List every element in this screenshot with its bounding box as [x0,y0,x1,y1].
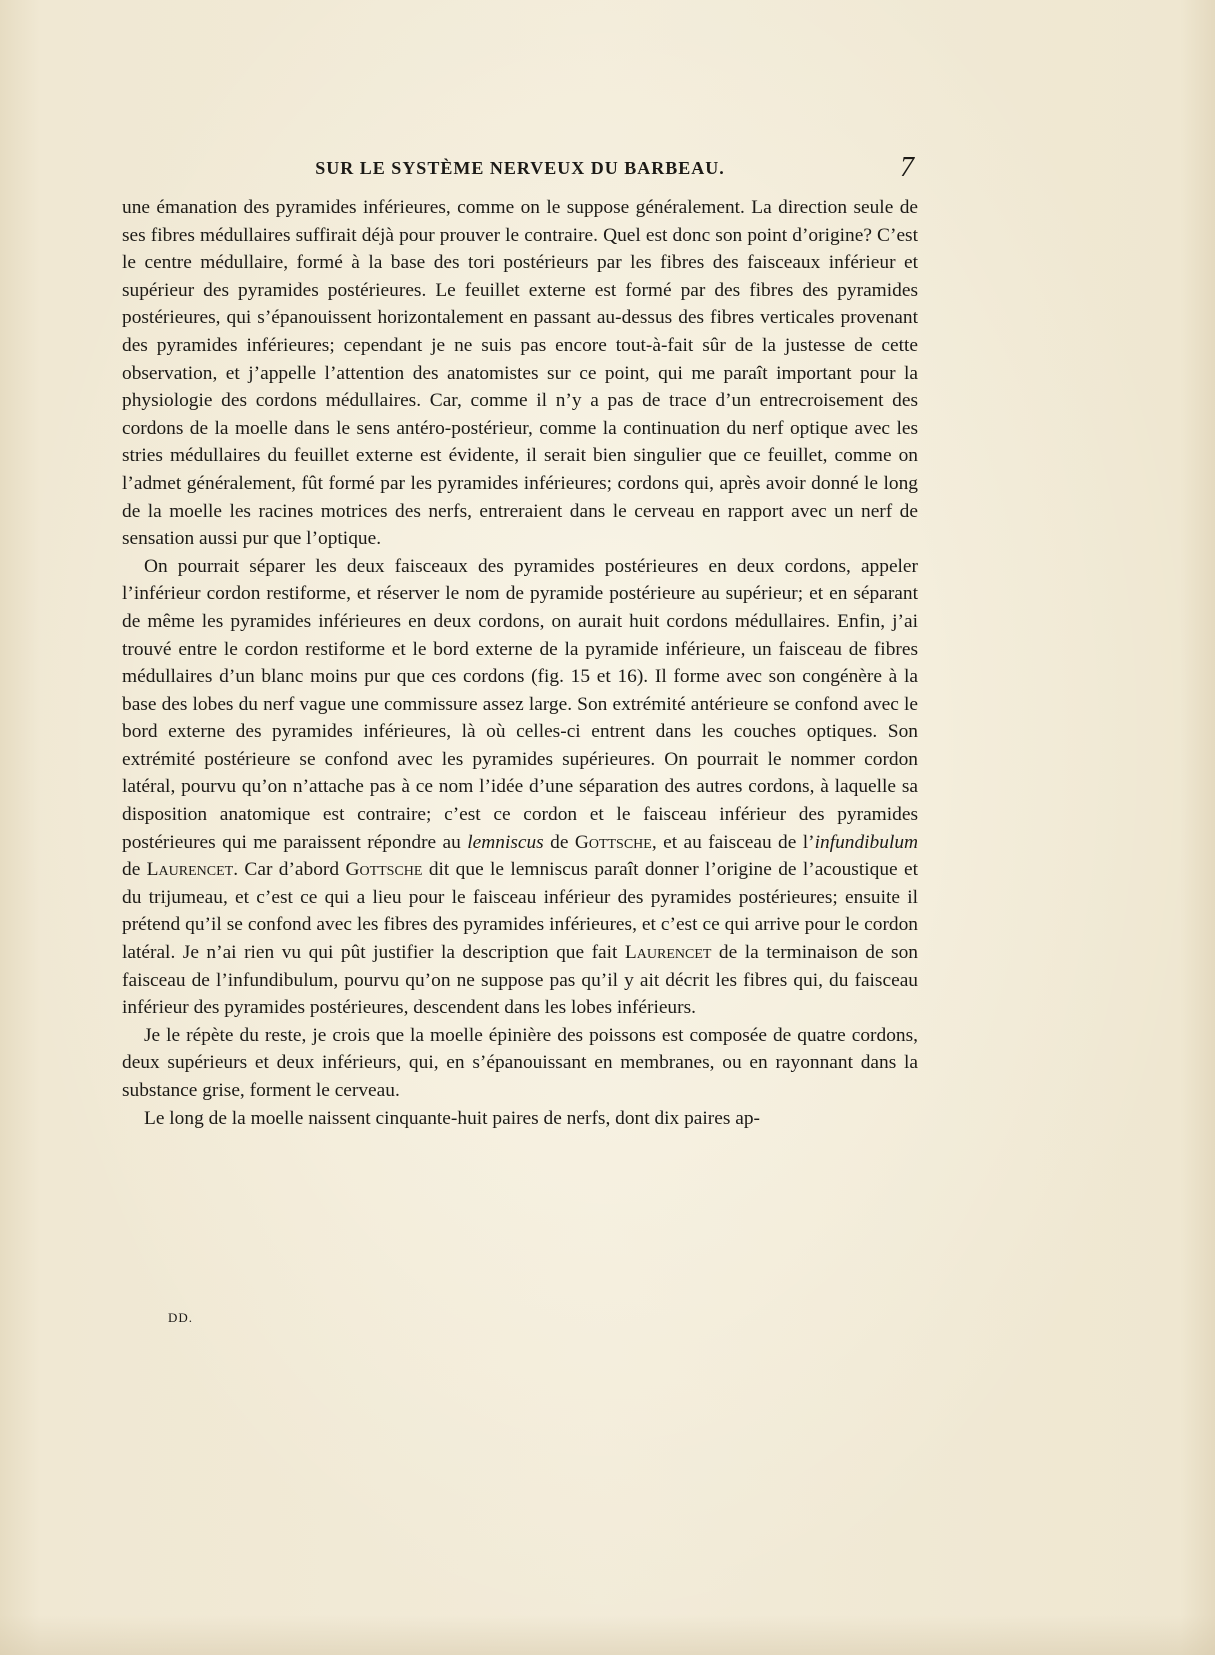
paragraph-1-text: une émanation des pyramides inférieures, comme on le suppose généralement. La direction seule de ses fibres médullaires suffirait déjà pour prouver le contraire. Quel est donc son point d’origine? C’est le centre médullaire, formé à la base des tori postérieurs par les fibres des faisceaux inférieur et supérieur des pyramides postérieures. Le feuillet externe est formé par des fibres des pyramides postérieures, qui s’épanouissent horizontalement en passant au-dessus des fibres verticales provenant des pyramides inférieures; cependant je ne suis pas encore tout-à-fait sûr de la justesse de cette observation, et j’appelle l’attention des anatomistes sur ce point, qui me paraît important pour la physiologie des cordons médullaires. Car, comme il n’y a pas de trace d’un entrecroisement des cordons de la moelle dans le sens antéro-postérieur, comme la continuation du nerf optique avec les stries médullaires du feuillet externe est évidente, il serait bien singulier que ce feuillet, comme on l’admet généralement, fût formé par les pyramides inférieures; cordons qui, après avoir donné le long de la moelle les racines motrices des nerfs, entreraient dans le cerveau en rapport avec un nerf de sensation aussi pur que l’optique. [122,197,918,550]
author-gottsche: Gottsche [574,831,652,853]
author-gottsche-2: Gottsche [345,859,423,881]
author-laurencet: Laurencet [146,859,234,881]
page-bottom-shading [0,1615,1215,1655]
body-text [122,194,918,1132]
paragraph-2-text-d: de [122,859,147,881]
author-laurencet-2: Laurencet [624,942,712,964]
term-lemniscus: lemniscus [467,831,544,853]
paragraph-3 [122,1022,918,1105]
paragraph-1 [122,194,918,553]
page-header [122,154,918,188]
page-number: 7 [900,152,914,183]
paragraph-4-text: Le long de la moelle naissent cinquante-huit paires de nerfs, dont dix paires ap- [144,1107,760,1129]
printer-signature: DD. [168,1310,194,1325]
term-infundibulum: infundibulum [814,831,919,853]
paragraph-4 [122,1105,918,1133]
paragraph-2 [122,553,918,1022]
running-head: SUR LE SYSTÈME NERVEUX DU BARBEAU. [315,158,725,178]
paragraph-3-text: Je le répète du reste, je crois que la moelle épinière des poissons est composée de quatre cordons, deux supérieurs et deux inférieurs, qui, en s’épanouissant en membranes, ou en rayonnant dans la substance grise, forment le cerveau. [122,1024,918,1101]
paragraph-2-text-e: . Car d’abord [233,859,346,881]
paragraph-2-text-g: de la terminaison de son faisceau de l’infundibulum, pourvu qu’on ne suppose pas qu’il y ait décrit les fibres qui, du faisceau inférieur des pyramides postérieures, descendent dans les lobes inférieurs. [122,942,918,1019]
paragraph-2-text-c: , et au faisceau de l’ [651,831,815,853]
paragraph-2-text-a: On pourrait séparer les deux faisceaux des pyramides postérieures en deux cordons, appeler l’inférieur cordon restiforme, et réserver le nom de pyramide postérieure au supérieur; et en séparant de même les pyramides inférieures en deux cordons, on aurait huit cordons médullaires. Enfin, j’ai trouvé entre le cordon restiforme et le bord externe de la pyramide inférieure, un faisceau de fibres médullaires d’un blanc moins pur que ces cordons (fig. 15 et 16). Il forme avec son congénère à la base des lobes du nerf vague une commissure assez large. Son extrémité antérieure se confond avec le bord externe des pyramides inférieures, là où celles-ci entrent dans les couches optiques. Son extrémité postérieure se confond avec les pyramides supérieures. On pourrait le nommer cordon latéral, pourvu qu’on n’attache pas à ce nom l’idée d’une séparation des autres cordons, à laquelle sa disposition anatomique est contraire; c’est ce cordon et le faisceau inférieur des pyramides postérieures qui me paraissent répondre au [122,555,918,853]
paragraph-2-text-b: de [543,831,575,853]
paragraph-2-text-f: dit que le lemniscus paraît donner l’origine de l’acoustique et du trijumeau, et c’est ce qui a lieu pour le faisceau inférieur des pyramides postérieures; ensuite il prétend qu’il se confond avec les fibres des pyramides inférieures, et c’est ce qui arrive pour le cordon latéral. Je n’ai rien vu qui pût justifier la description que fait [122,859,918,964]
